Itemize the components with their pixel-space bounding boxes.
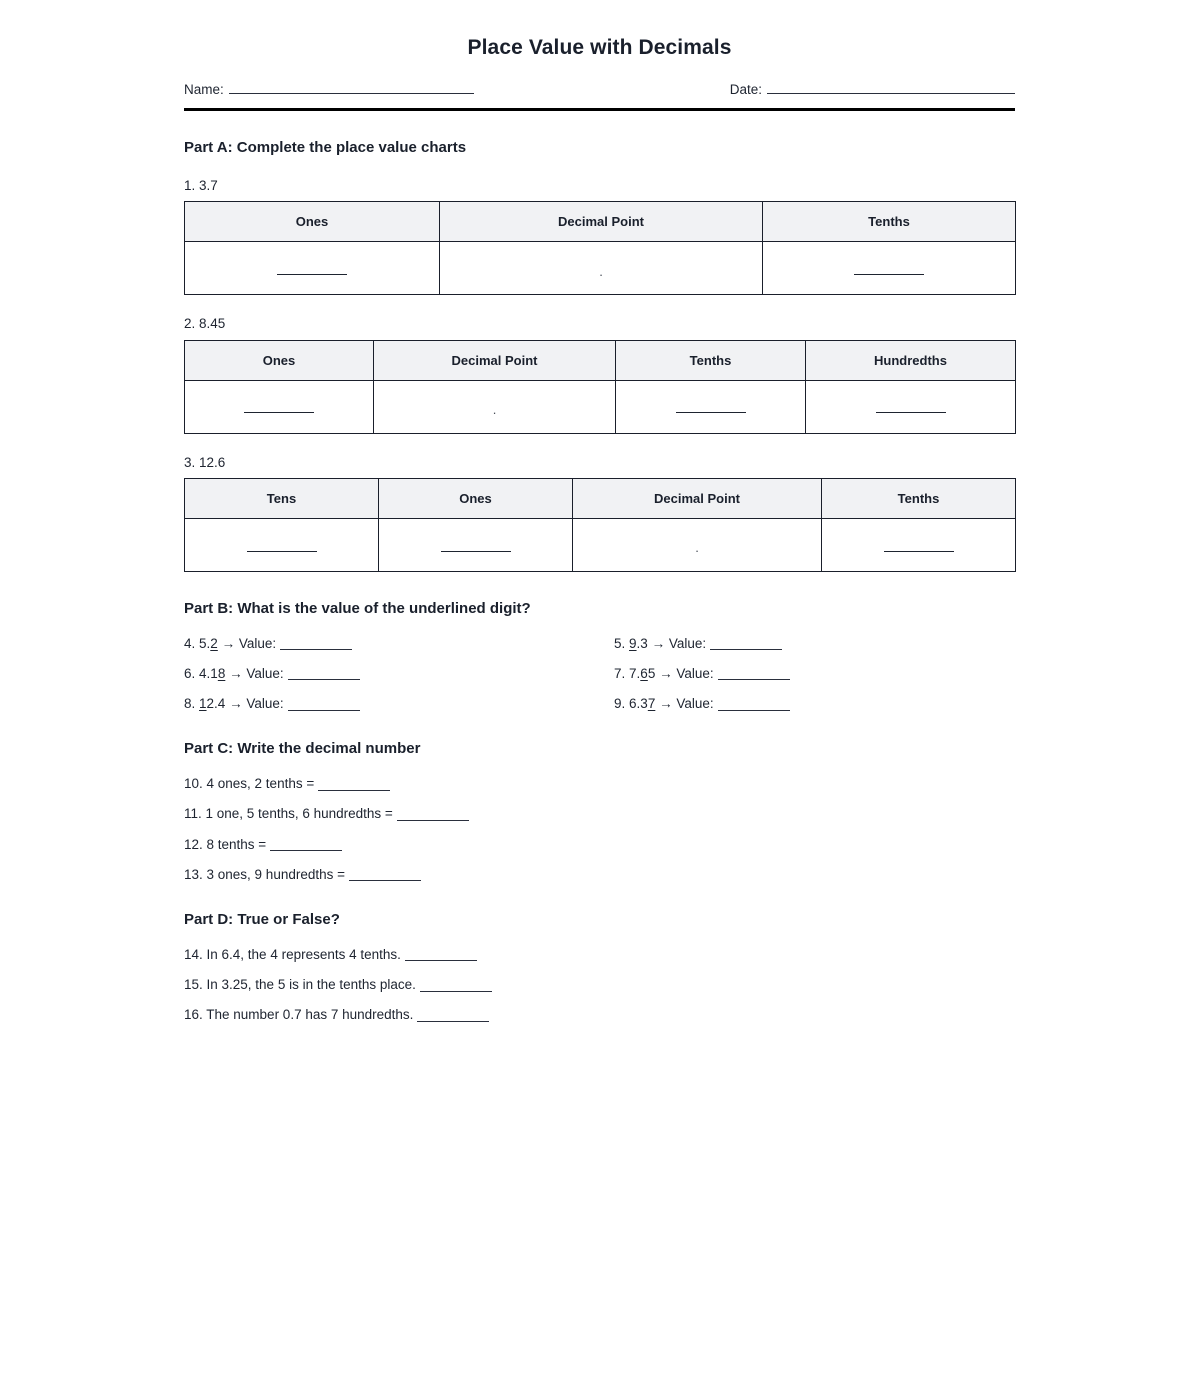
name-field[interactable] — [184, 81, 474, 97]
answer-blank[interactable] — [318, 779, 390, 791]
answer-blank[interactable] — [676, 401, 746, 413]
answer-blank[interactable] — [710, 638, 782, 650]
answer-blank[interactable] — [397, 809, 469, 821]
answer-blank[interactable] — [277, 263, 347, 275]
answer-cell[interactable] — [822, 518, 1016, 571]
date-label: Date: — [729, 82, 762, 98]
column-header: Tenths — [763, 202, 1016, 242]
name-date-row — [184, 81, 1015, 97]
table-header-row — [185, 202, 1016, 242]
question-line — [184, 938, 1015, 963]
column-header: Decimal Point — [440, 202, 763, 242]
question-number: 9. — [614, 696, 626, 712]
answer-blank[interactable] — [244, 401, 314, 413]
table-row — [185, 380, 1016, 433]
arrow-icon: → — [651, 635, 666, 651]
question-text: 13. 3 ones, 9 hundredths = — [184, 866, 345, 882]
answer-blank[interactable] — [441, 540, 511, 552]
place-value-table — [184, 340, 1016, 434]
problem-label: 3. 12.6 — [184, 454, 226, 470]
answer-blank[interactable] — [405, 949, 477, 961]
number-prefix: 4.1 — [199, 665, 218, 681]
answer-cell[interactable] — [763, 242, 1016, 295]
answer-blank[interactable] — [718, 668, 790, 680]
number-suffix: 2.4 — [206, 696, 226, 712]
column-header: Ones — [185, 340, 374, 380]
column-header: Tenths — [822, 478, 1016, 518]
number-prefix: 6.3 — [629, 696, 648, 712]
column-header: Tens — [185, 478, 379, 518]
column-header: Decimal Point — [374, 340, 616, 380]
question-text: 10. 4 ones, 2 tenths = — [184, 776, 315, 792]
answer-cell[interactable] — [185, 242, 440, 295]
decimal-point-symbol: . — [599, 263, 603, 279]
question-line — [184, 682, 614, 712]
arrow-icon: → — [659, 665, 673, 681]
answer-blank[interactable] — [876, 401, 946, 413]
value-label: Value: — [668, 635, 707, 651]
question-line — [184, 627, 614, 652]
decimal-point-symbol: . — [492, 402, 497, 418]
question-number: 6. — [184, 665, 196, 681]
answer-blank[interactable] — [349, 869, 421, 881]
question-line — [614, 682, 1015, 712]
question-text: 12. 8 tenths = — [184, 836, 267, 852]
part-a-heading: Part A: Complete the place value charts — [184, 139, 467, 157]
part-b-heading: Part B: What is the value of the underlined digit? — [184, 599, 531, 617]
number-suffix: 5 — [647, 665, 656, 681]
value-label: Value: — [238, 635, 277, 651]
question-text: 16. The number 0.7 has 7 hundredths. — [184, 1007, 414, 1023]
question-number: 5. — [614, 635, 626, 651]
underlined-digit: 1 — [199, 696, 207, 712]
question-number: 4. — [184, 635, 196, 651]
value-label: Value: — [246, 665, 284, 681]
part-c-heading: Part C: Write the decimal number — [184, 740, 421, 758]
question-line — [184, 652, 614, 682]
answer-blank[interactable] — [247, 540, 317, 552]
column-header: Hundredths — [806, 340, 1016, 380]
underlined-digit: 9 — [629, 635, 637, 651]
number-prefix: 5. — [199, 635, 211, 651]
underlined-digit: 2 — [210, 635, 218, 651]
answer-cell[interactable] — [185, 380, 374, 433]
column-header: Tenths — [616, 340, 806, 380]
arrow-icon: → — [221, 635, 236, 651]
question-text: 14. In 6.4, the 4 represents 4 tenths. — [184, 947, 401, 963]
value-label: Value: — [246, 696, 284, 712]
number-prefix: 7. — [629, 665, 641, 681]
question-number: 8. — [184, 696, 196, 712]
table-row — [185, 242, 1016, 295]
page-title: Place Value with Decimals — [467, 36, 732, 59]
part-d-heading: Part D: True or False? — [184, 911, 340, 929]
column-header: Ones — [185, 202, 440, 242]
date-field[interactable] — [730, 81, 1015, 97]
decimal-point-symbol: . — [695, 540, 699, 556]
answer-blank[interactable] — [288, 699, 360, 711]
problem-label: 2. 8.45 — [184, 316, 226, 332]
arrow-icon: → — [659, 696, 673, 712]
column-header: Decimal Point — [573, 478, 822, 518]
number-suffix: .3 — [636, 635, 648, 651]
answer-blank[interactable] — [854, 263, 924, 275]
part-a-problems — [184, 178, 1015, 572]
table-header-row — [185, 340, 1016, 380]
value-label: Value: — [676, 665, 714, 681]
name-blank[interactable] — [229, 81, 474, 94]
place-value-table — [184, 478, 1016, 572]
decimal-point-cell — [440, 242, 763, 295]
answer-blank[interactable] — [288, 668, 360, 680]
answer-blank[interactable] — [718, 699, 790, 711]
question-text: 15. In 3.25, the 5 is in the tenths place. — [184, 977, 416, 993]
place-value-table — [184, 201, 1016, 295]
answer-blank[interactable] — [270, 839, 342, 851]
problem-label: 1. 3.7 — [184, 178, 218, 194]
answer-blank[interactable] — [420, 980, 492, 992]
part-d-questions — [184, 938, 1015, 1024]
column-header: Ones — [379, 478, 573, 518]
question-line — [184, 767, 1015, 792]
underlined-digit: 6 — [640, 665, 648, 681]
answer-cell[interactable] — [616, 380, 806, 433]
part-b-questions — [184, 627, 1015, 713]
arrow-icon: → — [229, 665, 243, 681]
question-line — [184, 823, 1015, 853]
question-number: 7. — [614, 665, 626, 681]
question-line — [614, 652, 1015, 682]
part-c-questions — [184, 767, 1015, 883]
question-line — [184, 853, 1015, 883]
table-header-row — [185, 478, 1016, 518]
decimal-point-cell — [573, 518, 822, 571]
underlined-digit: 8 — [217, 665, 226, 681]
answer-cell[interactable] — [379, 518, 573, 571]
worksheet-content — [184, 0, 1015, 1024]
answer-cell[interactable] — [806, 380, 1016, 433]
name-label: Name: — [184, 82, 224, 98]
date-blank[interactable] — [767, 81, 1015, 94]
underlined-digit: 7 — [647, 696, 656, 712]
question-line — [184, 993, 1015, 1023]
decimal-point-cell — [374, 380, 616, 433]
answer-blank[interactable] — [884, 540, 954, 552]
answer-cell[interactable] — [185, 518, 379, 571]
arrow-icon: → — [229, 696, 243, 712]
table-row — [185, 518, 1016, 571]
question-text: 11. 1 one, 5 tenths, 6 hundredths = — [184, 806, 393, 822]
answer-blank[interactable] — [280, 638, 352, 650]
question-line — [184, 963, 1015, 993]
answer-blank[interactable] — [417, 1010, 489, 1022]
value-label: Value: — [676, 696, 714, 712]
question-line — [184, 792, 1015, 822]
question-line — [614, 627, 1015, 652]
